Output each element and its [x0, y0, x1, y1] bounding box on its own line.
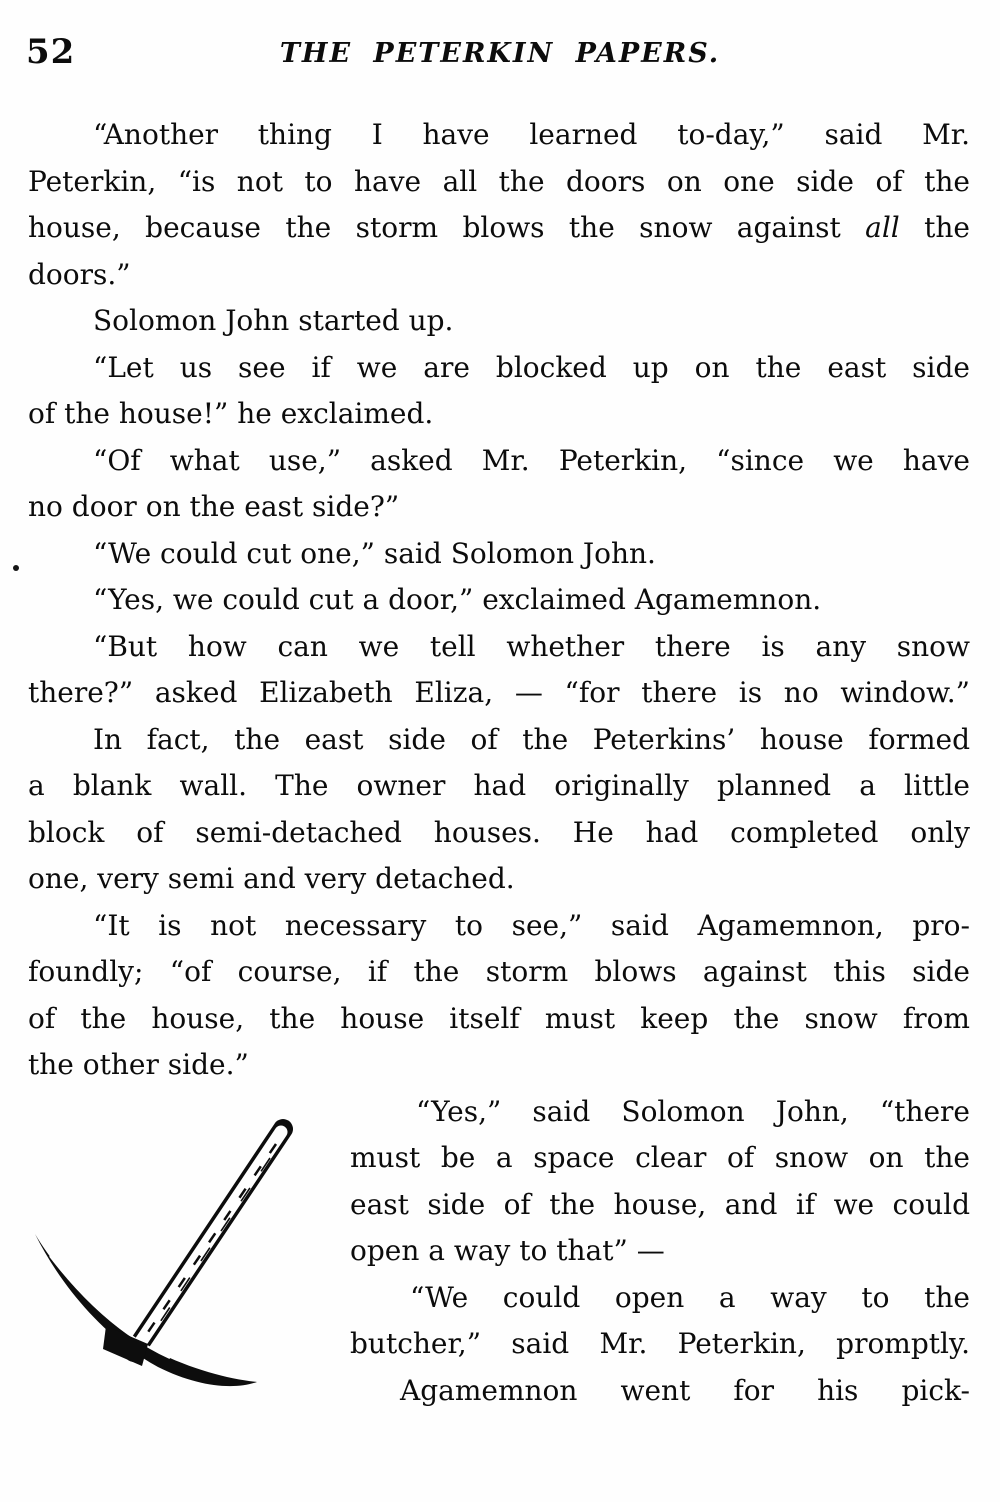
- text-line: [28, 484, 970, 531]
- text-segment: “It is not necessary to see,” said Agamemnon, pro-: [93, 908, 970, 942]
- text-segment: “But how can we tell whether there is any snow: [93, 629, 970, 663]
- pickaxe-illustration: [8, 1106, 310, 1408]
- text-segment: house, because the storm blows the snow against: [28, 211, 866, 244]
- text-segment: “We could cut one,” said Solomon John.: [93, 536, 656, 570]
- text-segment: the: [899, 211, 970, 244]
- text-line: [28, 856, 970, 903]
- text-line: [28, 1042, 970, 1089]
- paragraph: [350, 1368, 970, 1415]
- text-line: [28, 810, 970, 857]
- text-segment: “Yes,” said Solomon John, “there: [416, 1094, 970, 1128]
- ink-speck: [13, 565, 19, 571]
- text-line: [28, 391, 970, 438]
- paragraph: [350, 1089, 970, 1275]
- text-segment: of the house!” he exclaimed.: [28, 397, 434, 430]
- text-segment: “Another thing I have learned to-day,” said Mr.: [93, 118, 970, 151]
- text-segment: Peterkin, “is not to have all the doors on one side of the: [28, 164, 970, 198]
- text-line: [28, 252, 970, 299]
- text-segment: east side of the house, and if we could: [350, 1187, 970, 1221]
- page-header: [0, 30, 1000, 82]
- paragraph: [28, 438, 970, 531]
- text-line: [28, 205, 970, 252]
- text-line: [28, 717, 970, 764]
- text-segment: “Of what use,” asked Mr. Peterkin, “since we have: [93, 443, 970, 477]
- text-segment: “Let us see if we are blocked up on the east side: [93, 350, 970, 384]
- paragraph: [28, 717, 970, 903]
- text-segment: doors.”: [28, 257, 131, 291]
- text-line: [28, 531, 970, 578]
- paragraph: [28, 624, 970, 717]
- page-number: 52: [26, 32, 76, 72]
- text-segment: Agamemnon went for his pick-: [400, 1373, 970, 1407]
- emphasized-text: all: [865, 211, 900, 244]
- text-line: [350, 1321, 970, 1368]
- text-segment: In fact, the east side of the Peterkins’ house formed: [93, 722, 970, 756]
- text-line: [28, 298, 970, 345]
- text-line: [350, 1135, 970, 1182]
- text-segment: foundly; “of course, if the storm blows against this side: [28, 955, 970, 988]
- text-line: [28, 903, 970, 950]
- paragraph: [28, 112, 970, 298]
- text-segment: there?” asked Elizabeth Eliza, — “for there is no window.”: [28, 676, 970, 709]
- text-line: [350, 1275, 970, 1322]
- paragraph: [350, 1275, 970, 1368]
- text-segment: of the house, the house itself must keep the snow from: [28, 1001, 970, 1035]
- paragraph: [28, 903, 970, 1089]
- text-segment: no door on the east side?”: [28, 490, 400, 523]
- text-segment: block of semi-detached houses. He had completed only: [28, 815, 970, 849]
- text-segment: “Yes, we could cut a door,” exclaimed Agamemnon.: [93, 583, 822, 616]
- text-line: [28, 949, 970, 996]
- text-line: [350, 1368, 970, 1415]
- text-line: [28, 112, 970, 159]
- running-title: THE PETERKIN PAPERS.: [279, 38, 721, 69]
- text-line: [28, 670, 970, 717]
- paragraph: [28, 531, 970, 578]
- text-segment: must be a space clear of snow on the: [350, 1141, 970, 1174]
- text-line: [28, 345, 970, 392]
- text-line: [28, 577, 970, 624]
- paragraph: [28, 577, 970, 624]
- text-segment: “We could open a way to the: [410, 1280, 970, 1314]
- text-segment: butcher,” said Mr. Peterkin, promptly.: [350, 1327, 970, 1360]
- paragraph: [28, 298, 970, 345]
- text-segment: the other side.”: [28, 1048, 249, 1081]
- text-line: [28, 996, 970, 1043]
- paragraph: [28, 345, 970, 438]
- text-segment: one, very semi and very detached.: [28, 862, 515, 895]
- text-line: [28, 763, 970, 810]
- text-line: [350, 1089, 970, 1136]
- text-segment: open a way to that” —: [350, 1234, 665, 1267]
- text-line: [350, 1182, 970, 1229]
- text-line: [28, 624, 970, 671]
- text-line: [28, 438, 970, 485]
- text-segment: Solomon John started up.: [93, 304, 454, 337]
- text-line: [28, 159, 970, 206]
- text-segment: a blank wall. The owner had originally planned a little: [28, 769, 970, 802]
- text-line: [350, 1228, 970, 1275]
